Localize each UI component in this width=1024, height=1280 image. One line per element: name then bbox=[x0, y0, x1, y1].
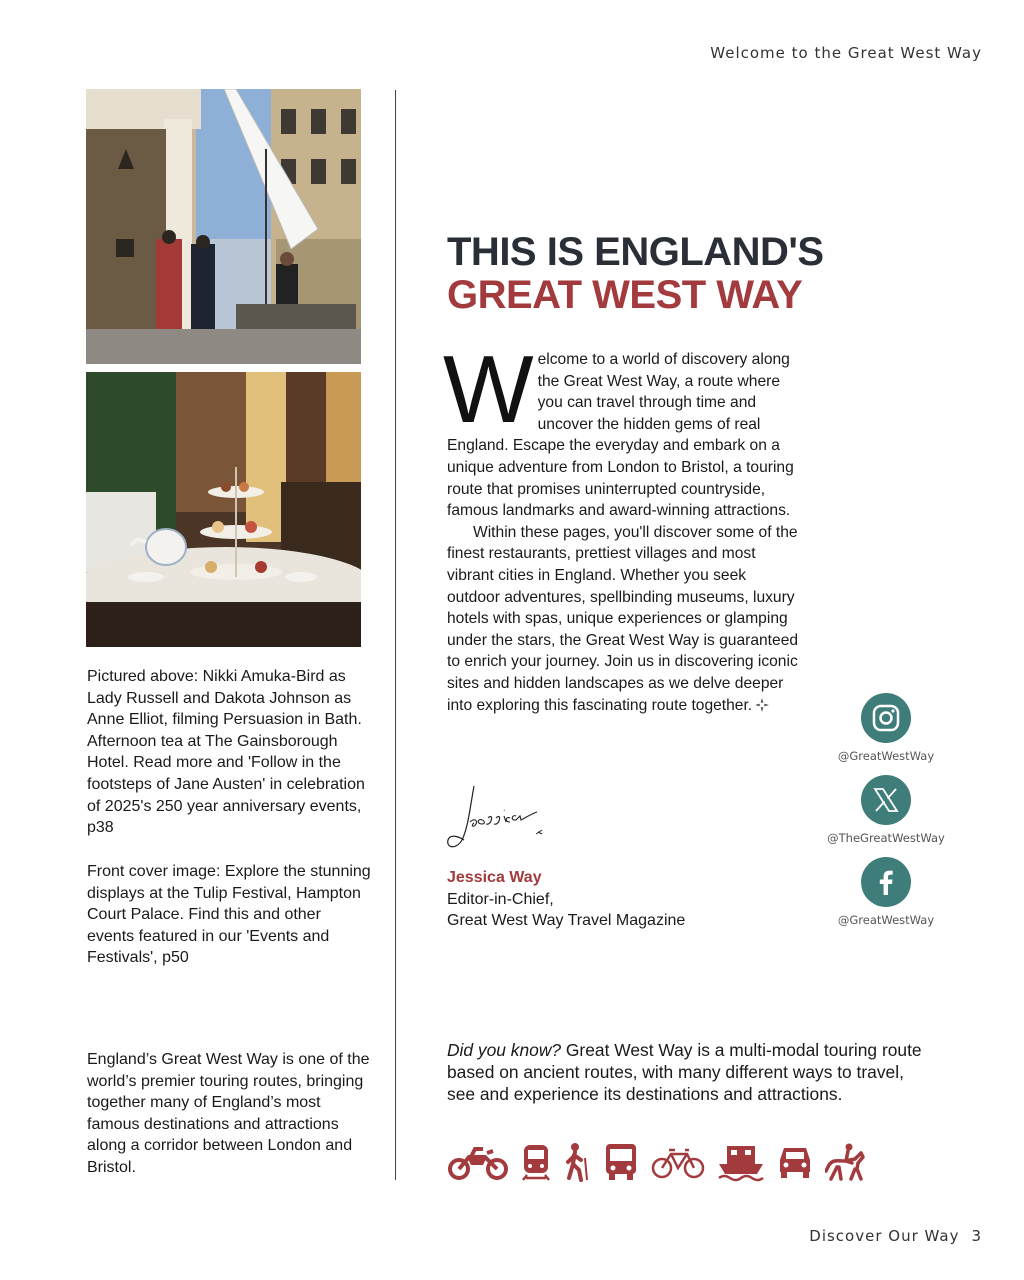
headline-line-1: THIS IS ENGLAND'S bbox=[447, 230, 824, 274]
page-footer bbox=[809, 1227, 982, 1245]
social-x[interactable] bbox=[820, 775, 952, 845]
end-mark-icon bbox=[755, 698, 769, 712]
car-icon bbox=[777, 1144, 813, 1180]
about-great-west-way: England’s Great West Way is one of the world’s premier touring routes, bringing together many of England’s most famous destinations and attractions along a corridor between London and Bristol. bbox=[87, 1051, 370, 1176]
hiker-icon bbox=[563, 1142, 591, 1182]
editor-role: Editor-in-Chief, bbox=[447, 890, 554, 908]
editorial-paragraph-2 bbox=[447, 522, 799, 716]
cover-image-caption: Front cover image: Explore the stunning displays at the Tulip Festival, Hampton Court Palace. Find this and other events featured in our 'Events and Festivals', p50 bbox=[87, 863, 371, 967]
paragraph-2-text: Within these pages, you'll discover some of the finest restaurants, prettiest villages and most vibrant cities in England. Whether you seek outdoor adventures, spellbinding museums, luxury hotels with spas, unique experiences or glamping under the stars, the Great West Way is guaranteed to enrich your journey. Join us in discovering iconic sites and hidden landscapes as we delve deeper into exploring this fascinating route together. bbox=[447, 523, 799, 714]
page-number: 3 bbox=[971, 1227, 982, 1245]
train-icon bbox=[521, 1142, 551, 1182]
horse-rider-icon bbox=[825, 1143, 865, 1181]
header-title: Welcome to the Great West Way bbox=[710, 44, 982, 62]
signature bbox=[444, 778, 574, 858]
social-facebook[interactable] bbox=[820, 857, 952, 927]
transport-icons bbox=[447, 1140, 877, 1184]
column-divider bbox=[395, 90, 396, 1180]
headline bbox=[447, 231, 827, 317]
editorial-paragraph-1 bbox=[443, 336, 799, 522]
bicycle-icon bbox=[651, 1144, 705, 1180]
headline-line-2: GREAT WEST WAY bbox=[447, 273, 803, 317]
editor-name: Jessica Way bbox=[447, 869, 542, 886]
drop-cap: W bbox=[443, 336, 534, 443]
did-you-know-label: Did you know? bbox=[447, 1040, 562, 1060]
x-icon[interactable] bbox=[861, 775, 911, 825]
facebook-handle[interactable]: @GreatWestWay bbox=[837, 913, 935, 927]
bus-icon bbox=[603, 1142, 639, 1182]
photo-caption: Pictured above: Nikki Amuka-Bird as Lady Russell and Dakota Johnson as Anne Elliot, filming Persuasion in Bath. Afternoon tea at The Gainsborough Hotel. Read more and 'Follow in the footsteps of Jane Austen' in celebration of 2025's 250 year anniversary events, p38 bbox=[87, 668, 365, 837]
facebook-icon[interactable] bbox=[861, 857, 911, 907]
social-instagram[interactable] bbox=[820, 693, 952, 763]
editor-credit bbox=[447, 867, 685, 932]
editorial-body bbox=[443, 336, 799, 716]
instagram-icon[interactable] bbox=[861, 693, 911, 743]
afternoon-tea-photo bbox=[86, 372, 361, 647]
film-set-photo bbox=[86, 89, 361, 364]
instagram-handle[interactable]: @GreatWestWay bbox=[837, 749, 935, 763]
paragraph-1-text: elcome to a world of discovery along the Great West Way, a route where you can travel through time and uncover the hidden gems of real England. Escape the everyday and embark on a unique adventure from London to Bristol, a touring route that promises uninterrupted countryside, famous landmarks and award-winning attractions. bbox=[447, 351, 794, 520]
motorbike-icon bbox=[447, 1143, 509, 1181]
did-you-know-text: Great West Way is a multi-modal touring route based on ancient routes, with many different ways to travel, see and experience its destinations and attractions. bbox=[447, 1040, 922, 1104]
editor-publication: Great West Way Travel Magazine bbox=[447, 912, 686, 930]
x-handle[interactable]: @TheGreatWestWay bbox=[827, 831, 945, 845]
boat-icon bbox=[717, 1142, 765, 1182]
footer-section: Discover Our Way bbox=[809, 1227, 960, 1245]
did-you-know bbox=[447, 1039, 927, 1105]
